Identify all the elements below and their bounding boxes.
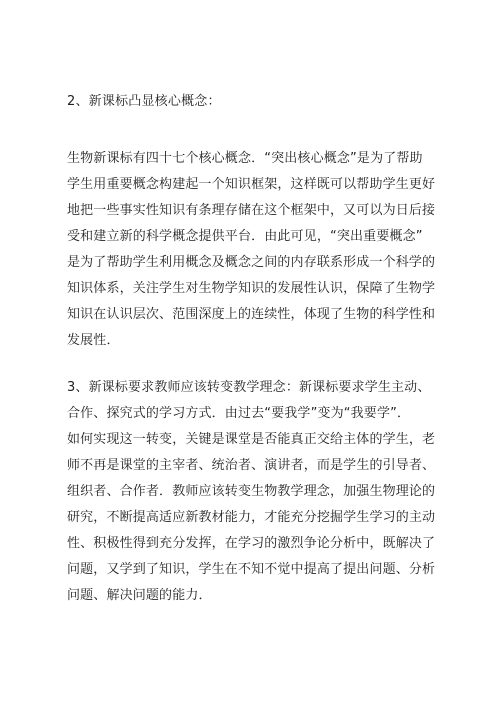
section-heading: 2、新课标凸显核心概念： [67, 94, 221, 109]
paragraph-line: 知识在认识层次、范围深度上的连续性，体现了生物的科学性和 [67, 307, 436, 322]
paragraph-line: 知识体系，关注学生对生物学知识的发展性认识，保障了生物学 [67, 281, 436, 296]
paragraph-line: 问题，又学到了知识，学生在不知不觉中提高了提出问题、分析 [67, 562, 436, 577]
paragraph-core-concepts [67, 146, 439, 354]
paragraph-line: 地把一些事实性知识有条理存储在这个框架中，又可以为日后接 [67, 203, 436, 218]
paragraph-line: 受和建立新的科学概念提供平台．由此可见，“突出重要概念” [67, 229, 423, 244]
paragraph-line: 3、新课标要求教师应该转变教学理念：新课标要求学生主动、 [67, 380, 431, 395]
paragraph-line: 研究，不断提高适应新教材能力，才能充分挖掘学生学习的主动 [67, 510, 436, 525]
paragraph-line: 发展性． [67, 333, 120, 348]
paragraph-line: 组织者、合作者．教师应该转变生物教学理念，加强生物理论的 [67, 484, 436, 499]
paragraph-teaching-philosophy [67, 375, 439, 609]
paragraph-line: 师不再是课堂的主宰者、统治者、演讲者，而是学生的引导者、 [67, 458, 436, 473]
paragraph-line: 如何实现这一转变，关键是课堂是否能真正交给主体的学生，老 [67, 432, 436, 447]
paragraph-line: 学生用重要概念构建起一个知识框架，这样既可以帮助学生更好 [67, 177, 436, 192]
paragraph-line: 生物新课标有四十七个核心概念．“突出核心概念”是为了帮助 [67, 151, 423, 166]
paragraph-line: 性、积极性得到充分发挥，在学习的激烈争论分析中，既解决了 [67, 536, 436, 551]
paragraph-line: 合作、探究式的学习方式．由过去“要我学”变为“我要学”． [67, 406, 411, 421]
paragraph-line: 是为了帮助学生利用概念及概念之间的内存联系形成一个科学的 [67, 255, 436, 270]
paragraph-line: 问题、解决问题的能力． [67, 588, 212, 603]
